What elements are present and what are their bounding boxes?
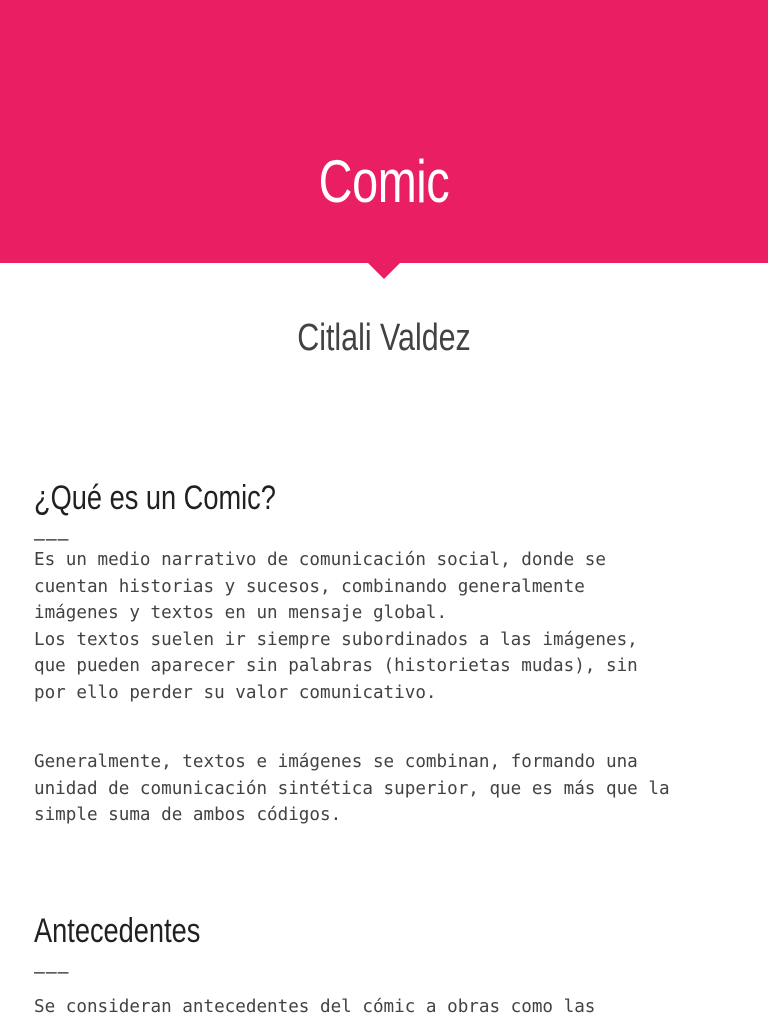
section-rule: ——— xyxy=(34,529,70,550)
section-paragraph: Es un medio narrativo de comunicación social, donde se cuentan historias y sucesos, combinando generalmente imágenes y textos en un mensaje global. Los textos suelen ir siempre subordinados a las imágenes, que pueden aparecer sin palabras (historietas mudas), sin por ello perder su valor comunicativo. xyxy=(34,550,638,703)
section-rule: ——— xyxy=(34,962,70,983)
page-title: Comic xyxy=(318,148,450,215)
section-heading-antecedentes: Antecedentes xyxy=(34,912,201,950)
author-name: Citlali Valdez xyxy=(297,317,471,359)
section-paragraph: Se consideran antecedentes del cómic a obras como las xyxy=(34,997,596,1017)
section-heading-que-es: ¿Qué es un Comic? xyxy=(34,479,276,517)
section-paragraph: Generalmente, textos e imágenes se combinan, formando una unidad de comunicación sintética superior, que es más que la simple suma de ambos códigos. xyxy=(34,752,670,825)
banner-pointer xyxy=(368,263,400,279)
